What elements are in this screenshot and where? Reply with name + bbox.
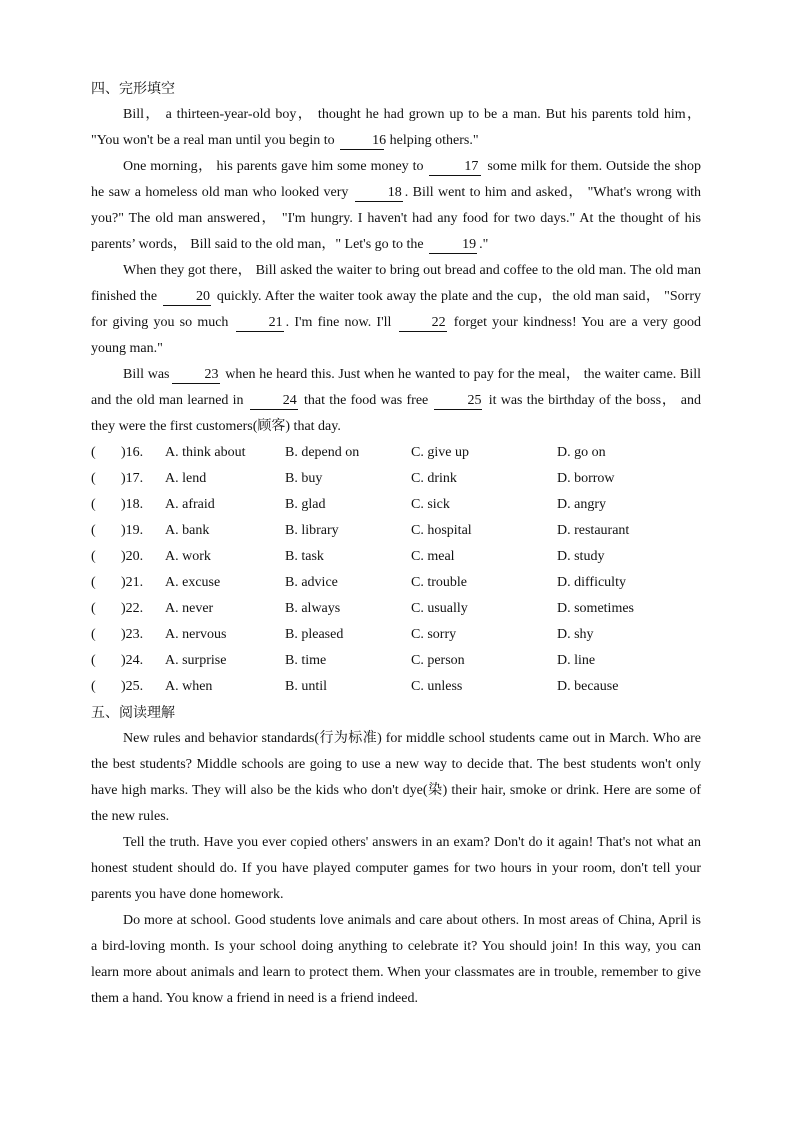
cloze-paragraph-3: When they got there， Bill asked the waiter to bring out bread and coffee to the old man. The old man finished the 20 quickly. After the waiter took away the plate and the cup，the old man said， "Sorry for giving you so much 21 . I'm fine now. I'll 22 forget your kindness! You are a very good young man." [91, 263, 701, 356]
option-row-24: ( )24. A. surprise B. time C. person D. line [91, 653, 596, 668]
blank-23[interactable]: 23 [172, 366, 220, 384]
blank-21[interactable]: 21 [236, 314, 284, 332]
worksheet-page [91, 76, 701, 1012]
option-row-19: ( )19. A. bank B. library C. hospital D. restaurant [91, 523, 630, 538]
option-row-17: ( )17. A. lend B. buy C. drink D. borrow [91, 471, 615, 486]
reading-heading: 五、阅读理解 [91, 705, 175, 721]
option-row-23: ( )23. A. nervous B. pleased C. sorry D. shy [91, 627, 594, 642]
cloze-options-list [91, 440, 701, 700]
blank-17[interactable]: 17 [429, 158, 481, 176]
cloze-paragraph-4: Bill was 23 when he heard this. Just when he wanted to pay for the meal， the waiter came. Bill and the old man learned in 24 that the food was free 25 it was the birthday of the boss， and they were the first customers(顾客) that day. [91, 367, 702, 434]
blank-16[interactable]: 16 [340, 132, 384, 150]
option-row-21: ( )21. A. excuse B. advice C. trouble D. difficulty [91, 575, 626, 590]
reading-paragraph-3: Do more at school. Good students love animals and care about others. In most areas of China, April is a bird-loving month. Is your school doing anything to celebrate it? You should join! In this way, you can learn more about animals and learn to protect them. When your classmates are in trouble, remember to give them a hand. You know a friend in need is a friend indeed. [91, 913, 701, 1006]
option-row-22: ( )22. A. never B. always C. usually D. sometimes [91, 601, 634, 616]
blank-22[interactable]: 22 [399, 314, 447, 332]
cloze-paragraph-2: One morning， his parents gave him some money to 17 some milk for them. Outside the shop he saw a homeless old man who looked very 18 . Bill went to him and asked， "What's wrong with you?" The old man answered， "I'm hungry. I haven't had any food for two days." At the thought of his parents’ words， Bill said to the old man，" Let's go to the 19 ." [91, 159, 701, 252]
option-row-16: ( )16. A. think about B. depend on C. give up D. go on [91, 445, 606, 460]
blank-19[interactable]: 19 [429, 236, 477, 254]
blank-25[interactable]: 25 [434, 392, 482, 410]
option-row-25: ( )25. A. when B. until C. unless D. because [91, 679, 619, 694]
cloze-heading: 四、完形填空 [91, 81, 175, 97]
reading-paragraph-1: New rules and behavior standards(行为标准) for middle school students came out in March. Who are the best students? Middle schools are going to use a new way to decide that. The best students won't only have high marks. They will also be the kids who don't dye(染) their hair, smoke or drink. Here are some of the new rules. [91, 731, 701, 824]
reading-paragraph-2: Tell the truth. Have you ever copied others' answers in an exam? Don't do it again! That's not what an honest student should do. If you have played computer games for two hours in your room, don't tell your parents you have done homework. [91, 835, 701, 902]
option-row-18: ( )18. A. afraid B. glad C. sick D. angry [91, 497, 606, 512]
blank-20[interactable]: 20 [163, 288, 211, 306]
option-row-20: ( )20. A. work B. task C. meal D. study [91, 549, 605, 564]
blank-24[interactable]: 24 [250, 392, 298, 410]
blank-18[interactable]: 18 [355, 184, 403, 202]
cloze-paragraph-1: Bill， a thirteen-year-old boy， thought he had grown up to be a man. But his parents told him， "You won't be a real man until you begin to 16 helping others." [91, 107, 701, 148]
